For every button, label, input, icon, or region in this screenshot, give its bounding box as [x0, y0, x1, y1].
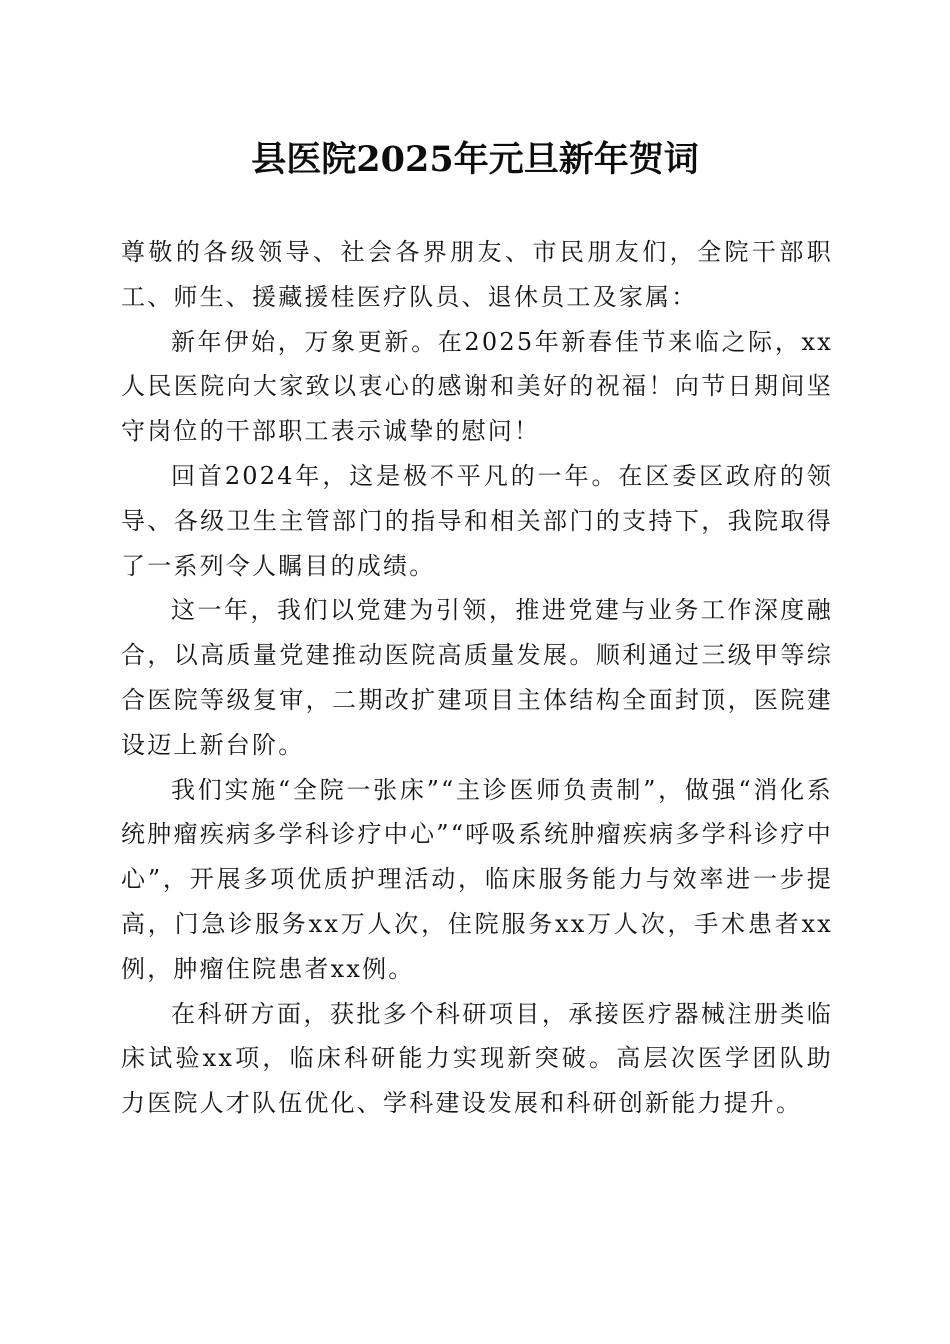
body-paragraph: 我们实施“全院一张床”“主诊医师负责制”，做强“消化系统肿瘤疾病多学科诊疗中心”“呼吸系统肿瘤疾病多学科诊疗中心”，开展多项优质护理活动，临床服务能力与效率进一步提高，门急诊服务xx万人次，住院服务xx万人次，手术患者xx例，肿瘤住院患者xx例。	[121, 775, 833, 983]
body-paragraph: 回首2024年，这是极不平凡的一年。在区委区政府的领导、各级卫生主管部门的指导和相关部门的支持下，我院取得了一系列令人瞩目的成绩。	[121, 461, 833, 580]
document-body	[121, 230, 833, 1126]
body-paragraph: 这一年，我们以党建为引领，推进党建与业务工作深度融合，以高质量党建推动医院高质量发展。顺利通过三级甲等综合医院等级复审，二期改扩建项目主体结构全面封顶，医院建设迈上新台阶。	[121, 596, 833, 759]
salutation-paragraph: 尊敬的各级领导、社会各界朋友、市民朋友们，全院干部职工、师生、援藏援桂医疗队员、退休员工及家属：	[121, 238, 833, 311]
body-paragraph: 新年伊始，万象更新。在2025年新春佳节来临之际，xx人民医院向大家致以衷心的感谢和美好的祝福！向节日期间坚守岗位的干部职工表示诚挚的慰问！	[121, 327, 833, 446]
body-paragraph: 在科研方面，获批多个科研项目，承接医疗器械注册类临床试验xx项，临床科研能力实现新突破。高层次医学团队助力医院人才队伍优化、学科建设发展和科研创新能力提升。	[121, 999, 833, 1118]
document-title: 县医院2025年元旦新年贺词	[251, 139, 699, 180]
